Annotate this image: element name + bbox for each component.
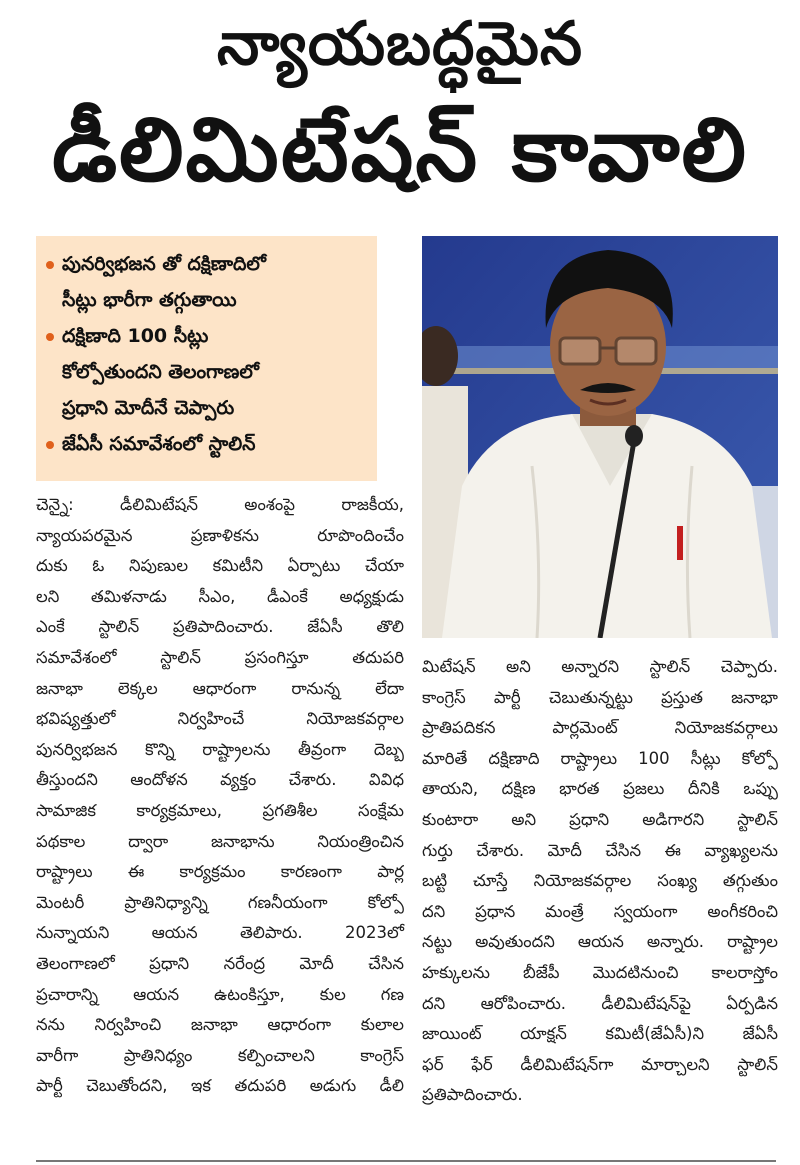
article-line: కాంగ్రెస్ పార్టీ చెబుతున్నట్టు ప్రస్తుత జనాభా bbox=[422, 687, 778, 707]
article-line: గుర్తు చేశారు. మోదీ చేసిన ఈ వ్యాఖ్యలను bbox=[422, 840, 778, 860]
highlight-line: కోల్పోతుందని తెలంగాణలో bbox=[62, 361, 259, 383]
article-line: నున్నాయని ఆయన తెలిపారు. 2023లో bbox=[36, 923, 404, 943]
article-line: మారితే దక్షిణాది రాష్ట్రాలు 100 సీట్లు కోల్పో bbox=[422, 748, 778, 768]
highlight-line: దక్షిణాది 100 సీట్లు bbox=[62, 325, 209, 347]
article-line: పథకాల ద్వారా జనాభాను నియంత్రించిన bbox=[36, 831, 404, 851]
article-line: తెలంగాణలో ప్రధాని నరేంద్ర మోదీ చేసిన bbox=[36, 953, 404, 973]
highlight-item bbox=[62, 246, 365, 318]
headline-line-2: డీలిమిటేషన్ కావాలి bbox=[51, 98, 749, 201]
article-line: ఫర్ ఫేర్ డీలిమిటేషన్‌గా మార్చాలని స్టాలిన్ bbox=[422, 1054, 778, 1074]
article-line: వారీగా ప్రాతినిధ్యం కల్పించాలని కాంగ్రెస్ bbox=[36, 1045, 404, 1065]
article-line: మిటేషన్ అని అన్నారని స్టాలిన్ చెప్పారు. bbox=[422, 657, 778, 676]
article-line: భవిష్యత్తులో నిర్వహించే నియోజకవర్గాల bbox=[36, 709, 404, 729]
person-speaking-at-microphone-icon bbox=[422, 236, 778, 638]
article-line: ప్రతిపాదించారు. bbox=[422, 1085, 523, 1105]
highlights-box bbox=[36, 236, 377, 481]
article-line: హక్కులను బీజేపీ మొదటినుంచి కాలరాస్తోం bbox=[422, 962, 778, 982]
highlight-item bbox=[62, 426, 365, 462]
article-line: జాయింట్ యాక్షన్ కమిటీ(జేఏసీ)ని జేఏసీ bbox=[422, 1024, 778, 1044]
article-line: ప్రాతిపదికన పార్లమెంట్ నియోజకవర్గాలు bbox=[422, 718, 778, 738]
article-line: రాష్ట్రాలు ఈ కార్యక్రమం కారణంగా పార్ల bbox=[36, 862, 404, 882]
highlight-item bbox=[62, 318, 365, 426]
highlight-line: పునర్విభజన తో దక్షిణాదిలో bbox=[62, 253, 266, 275]
article-line: సామాజిక కార్యక్రమాలు, ప్రగతిశీల సంక్షేమ bbox=[36, 800, 404, 820]
article-line: దని ప్రధాన మంత్రే స్వయంగా అంగీకరించి bbox=[422, 901, 778, 921]
bullet-icon bbox=[46, 333, 54, 341]
article-line: తాయని, దక్షిణ భారత ప్రజలు దీనికి ఒప్పు bbox=[422, 779, 778, 799]
highlight-line: సీట్లు భారీగా తగ్గుతాయి bbox=[62, 289, 237, 311]
article-line: నట్టు అవుతుందని ఆయన అన్నారు. రాష్ట్రాల bbox=[422, 932, 778, 952]
article-line: పునర్విభజన కొన్ని రాష్ట్రాలను తీవ్రంగా దెబ్బ bbox=[36, 739, 404, 759]
article-line: చెన్నై: డీలిమిటేషన్ అంశంపై రాజకీయ, bbox=[36, 495, 404, 514]
article-line: మెంటరీ ప్రాతినిధ్యాన్ని గణనీయంగా కోల్పో bbox=[36, 892, 404, 912]
article-line: పార్టీ చెబుతోందని, ఇక తదుపరి అడుగు డీలి bbox=[36, 1076, 404, 1096]
article-line: ఎంకే స్టాలిన్ ప్రతిపాదించారు. జేఏసీ తొలి bbox=[36, 617, 404, 637]
article-line: సమావేశంలో స్టాలిన్ ప్రసంగిస్తూ తదుపరి bbox=[36, 647, 404, 667]
article-line: తీస్తుందని ఆందోళన వ్యక్తం చేశారు. వివిధ bbox=[36, 770, 404, 790]
article-line: జనాభా లెక్కల ఆధారంగా రానున్న లేదా bbox=[36, 678, 404, 698]
highlight-line: ప్రధాని మోదీనే చెప్పారు bbox=[62, 397, 235, 419]
highlight-line: జేఏసీ సమావేశంలో స్టాలిన్ bbox=[62, 433, 256, 455]
article-line: కుంటారా అని ప్రధాని అడిగారని స్టాలిన్ bbox=[422, 809, 778, 829]
news-photo bbox=[422, 236, 778, 638]
bullet-icon bbox=[46, 441, 54, 449]
article-line: బట్టి చూస్తే నియోజకవర్గాల సంఖ్య తగ్గుతుం bbox=[422, 871, 778, 891]
bottom-divider bbox=[36, 1160, 776, 1162]
article-line: దుకు ఓ నిపుణుల కమిటీని ఏర్పాటు చేయా bbox=[36, 556, 404, 576]
bullet-icon bbox=[46, 261, 54, 269]
article-line: దని ఆరోపించారు. డీలిమిటేషన్‌పై ఏర్పడిన bbox=[422, 993, 778, 1013]
article-line: నను నిర్వహించి జనాభా ఆధారంగా కులాల bbox=[36, 1015, 404, 1035]
headline-line-1: న్యాయబద్ధమైన bbox=[217, 9, 583, 79]
article-line: న్యాయపరమైన ప్రణాళికను రూపొందించేం bbox=[36, 525, 404, 545]
article-column-right bbox=[422, 652, 778, 1111]
article-column-left bbox=[36, 490, 404, 1102]
article-line: ప్రచారాన్ని ఆయన ఉటంకిస్తూ, కుల గణ bbox=[36, 984, 404, 1004]
article-line: లని తమిళనాడు సీఎం, డీఎంకే అధ్యక్షుడు bbox=[36, 586, 404, 606]
